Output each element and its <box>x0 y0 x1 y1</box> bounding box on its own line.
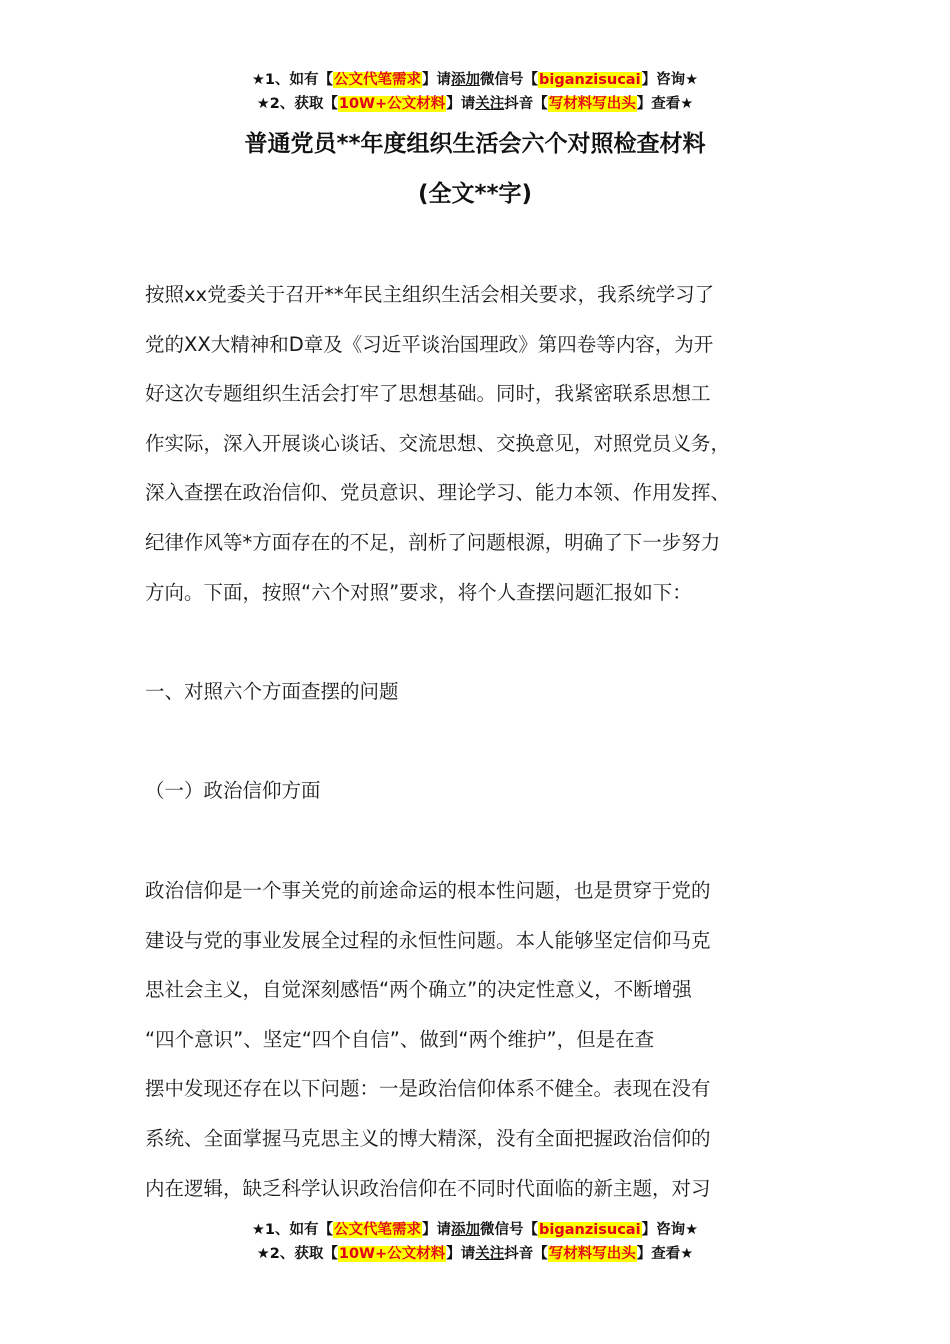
text-line: 摆中发现还存在以下问题：一是政治信仰体系不健全。表现在没有 <box>145 1077 711 1101</box>
promo-underlined: 关注 <box>475 1246 505 1262</box>
body-paragraph <box>145 866 815 1213</box>
section-heading: 一、对照六个方面查摆的问题 <box>145 680 399 703</box>
promo-underlined: 添加 <box>451 72 481 88</box>
text-line: 方向。下面，按照“六个对照”要求，将个人查摆问题汇报如下： <box>145 580 692 604</box>
subsection-heading: （一）政治信仰方面 <box>145 779 321 802</box>
text-line: 政治信仰是一个事关党的前途命运的根本性问题，也是贯穿于党的 <box>145 879 711 902</box>
promo-text: 】咨询★ <box>641 72 699 88</box>
document-subtitle: (全文**字) <box>417 181 533 207</box>
promo-text: ★2、获取【 <box>256 96 338 112</box>
promo-text: 】请 <box>446 1246 476 1262</box>
promo-text: 】请 <box>422 72 452 88</box>
promo-banner-top <box>0 68 950 116</box>
promo-underlined: 关注 <box>475 96 505 112</box>
text-line: 深入查摆在政治信仰、党员意识、理论学习、能力本领、作用发挥、 <box>145 481 731 505</box>
text-line: 系统、全面掌握马克思主义的博大精深，没有全面把握政治信仰的 <box>145 1126 711 1150</box>
promo-text: 微信号【 <box>480 1222 539 1238</box>
promo-line-2 <box>0 1242 950 1266</box>
promo-banner-bottom <box>0 1218 950 1266</box>
promo-text: 】查看★ <box>636 96 694 112</box>
promo-text: 】请 <box>422 1222 452 1238</box>
text-line: 党的XX大精神和D章及《习近平谈治国理政》第四卷等内容，为开 <box>145 332 714 356</box>
text-line: “四个意识”、坚定“四个自信”、做到“两个维护”，但是在查 <box>145 1027 655 1051</box>
text-line: 纪律作风等*方面存在的不足，剖析了问题根源，明确了下一步努力 <box>145 530 721 554</box>
promo-line-1 <box>0 1218 950 1242</box>
intro-paragraph <box>145 270 815 617</box>
promo-text: 抖音【 <box>504 1246 548 1262</box>
promo-text: ★1、如有【 <box>251 1222 334 1238</box>
promo-highlight: 公文代笔需求 <box>334 72 422 88</box>
text-line: 作实际，深入开展谈心谈话、交流思想、交换意见，对照党员义务， <box>145 431 731 455</box>
promo-text: 抖音【 <box>504 96 548 112</box>
text-line: 建设与党的事业发展全过程的永恒性问题。本人能够坚定信仰马克 <box>145 928 711 952</box>
promo-wechat-id: biganzisucai <box>539 72 641 88</box>
promo-text: 】请 <box>446 96 476 112</box>
promo-line-2 <box>0 92 950 116</box>
promo-underlined: 添加 <box>451 1222 481 1238</box>
text-line: 好这次专题组织生活会打牢了思想基础。同时，我紧密联系思想工 <box>145 382 711 406</box>
promo-douyin-id: 写材料写出头 <box>548 1246 636 1262</box>
promo-line-1 <box>0 68 950 92</box>
promo-text: ★1、如有【 <box>251 72 334 88</box>
promo-text: ★2、获取【 <box>256 1246 338 1262</box>
promo-text: 微信号【 <box>480 72 539 88</box>
text-line: 内在逻辑，缺乏科学认识政治信仰在不同时代面临的新主题，对习 <box>145 1176 711 1200</box>
promo-highlight: 10W+公文材料 <box>338 96 446 112</box>
promo-highlight: 公文代笔需求 <box>334 1222 422 1238</box>
promo-highlight: 10W+公文材料 <box>338 1246 446 1262</box>
promo-wechat-id: biganzisucai <box>539 1222 641 1238</box>
document-title: 普通党员**年度组织生活会六个对照检查材料 <box>244 131 706 157</box>
promo-douyin-id: 写材料写出头 <box>548 96 636 112</box>
promo-text: 】咨询★ <box>641 1222 699 1238</box>
promo-text: 】查看★ <box>636 1246 694 1262</box>
text-line: 思社会主义，自觉深刻感悟“两个确立”的决定性意义，不断增强 <box>145 978 692 1002</box>
text-line: 按照xx党委关于召开**年民主组织生活会相关要求，我系统学习了 <box>145 283 715 306</box>
